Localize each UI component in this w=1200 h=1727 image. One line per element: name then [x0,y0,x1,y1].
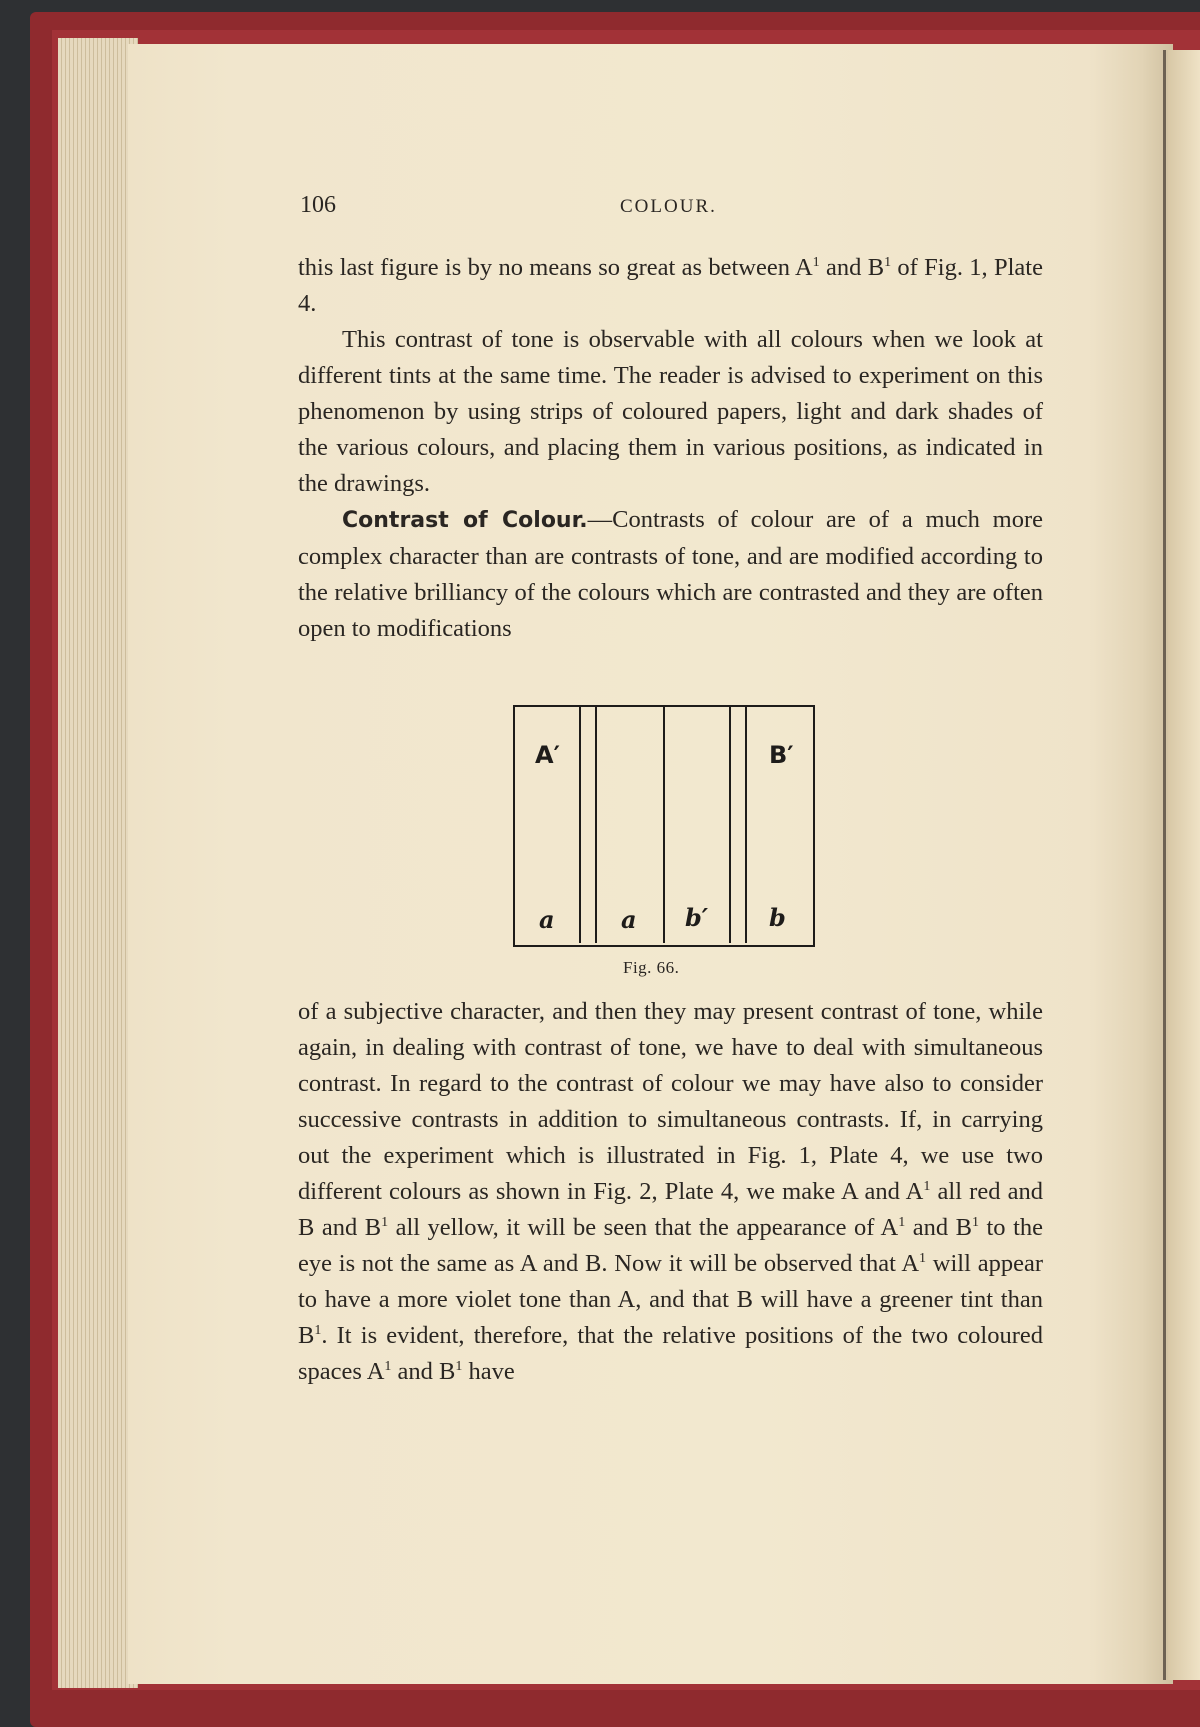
paragraph-colour-contrast: Contrast of Colour.—Contrasts of colour are of a much more complex character than are contrasts of tone, and are modified according to the relative brilliancy of the colours which are contrasted and they are often open to modifications [298,506,1043,642]
page-edges [58,38,138,1688]
figure-66 [513,705,815,947]
text-block-top [298,250,1043,647]
page-number: 106 [300,192,336,218]
label-a-prime: A′ [535,741,560,769]
label-b-small: b [769,903,786,932]
paragraph-subjective: of a subjective character, and then they may present contrast of tone, while again, in dealing with contrast of tone, we have to deal with simultaneous contrast. In regard to the contrast of colour we may have also to consider successive contrasts in addition to simultaneous contrasts. If, in carrying out the experiment which is illustrated in Fig. 1, Plate 4, we use two different colours as shown in Fig. 2, Plate 4, we make A and $A^1$ all red and B and $B^1$ all yellow, it will be seen that the appearance of $A^1$ and $B^1$ to the eye is not the same as A and B. Now it will be observed that $A^1$ will appear to have a more violet tone than A, and that B will have a greener tint than $B^1$. It is evident, therefore, that the relative positions of the two coloured spaces $A^1$ and $B^1$ have [298,998,1043,1385]
text-block-bottom [298,994,1043,1390]
label-b-prime-small: b′ [685,903,709,932]
page-header [300,192,1045,232]
section-heading: Contrast of Colour. [342,508,588,533]
label-a-1: a [539,905,555,934]
paragraph-tone-contrast: This contrast of tone is observable with all colours when we look at different tints at the same time. The reader is advised to experiment on this phenomenon by using strips of coloured papers, light and dark shades of the various colours, and placing them in various positions, as indicated in the drawings. [298,326,1043,497]
figure-strip-gap-2 [729,705,747,943]
figure-caption: Fig. 66. [623,958,680,977]
book-gutter [1163,50,1166,1680]
running-head: COLOUR. [620,196,717,217]
label-b-prime: B′ [769,741,794,769]
facing-page-edge [1168,50,1200,1680]
paragraph-continuation: this last figure is by no means so great as between $A^1$ and $B^1$ of Fig. 1, Plate 4. [298,254,1043,317]
label-a-2: a [621,905,637,934]
